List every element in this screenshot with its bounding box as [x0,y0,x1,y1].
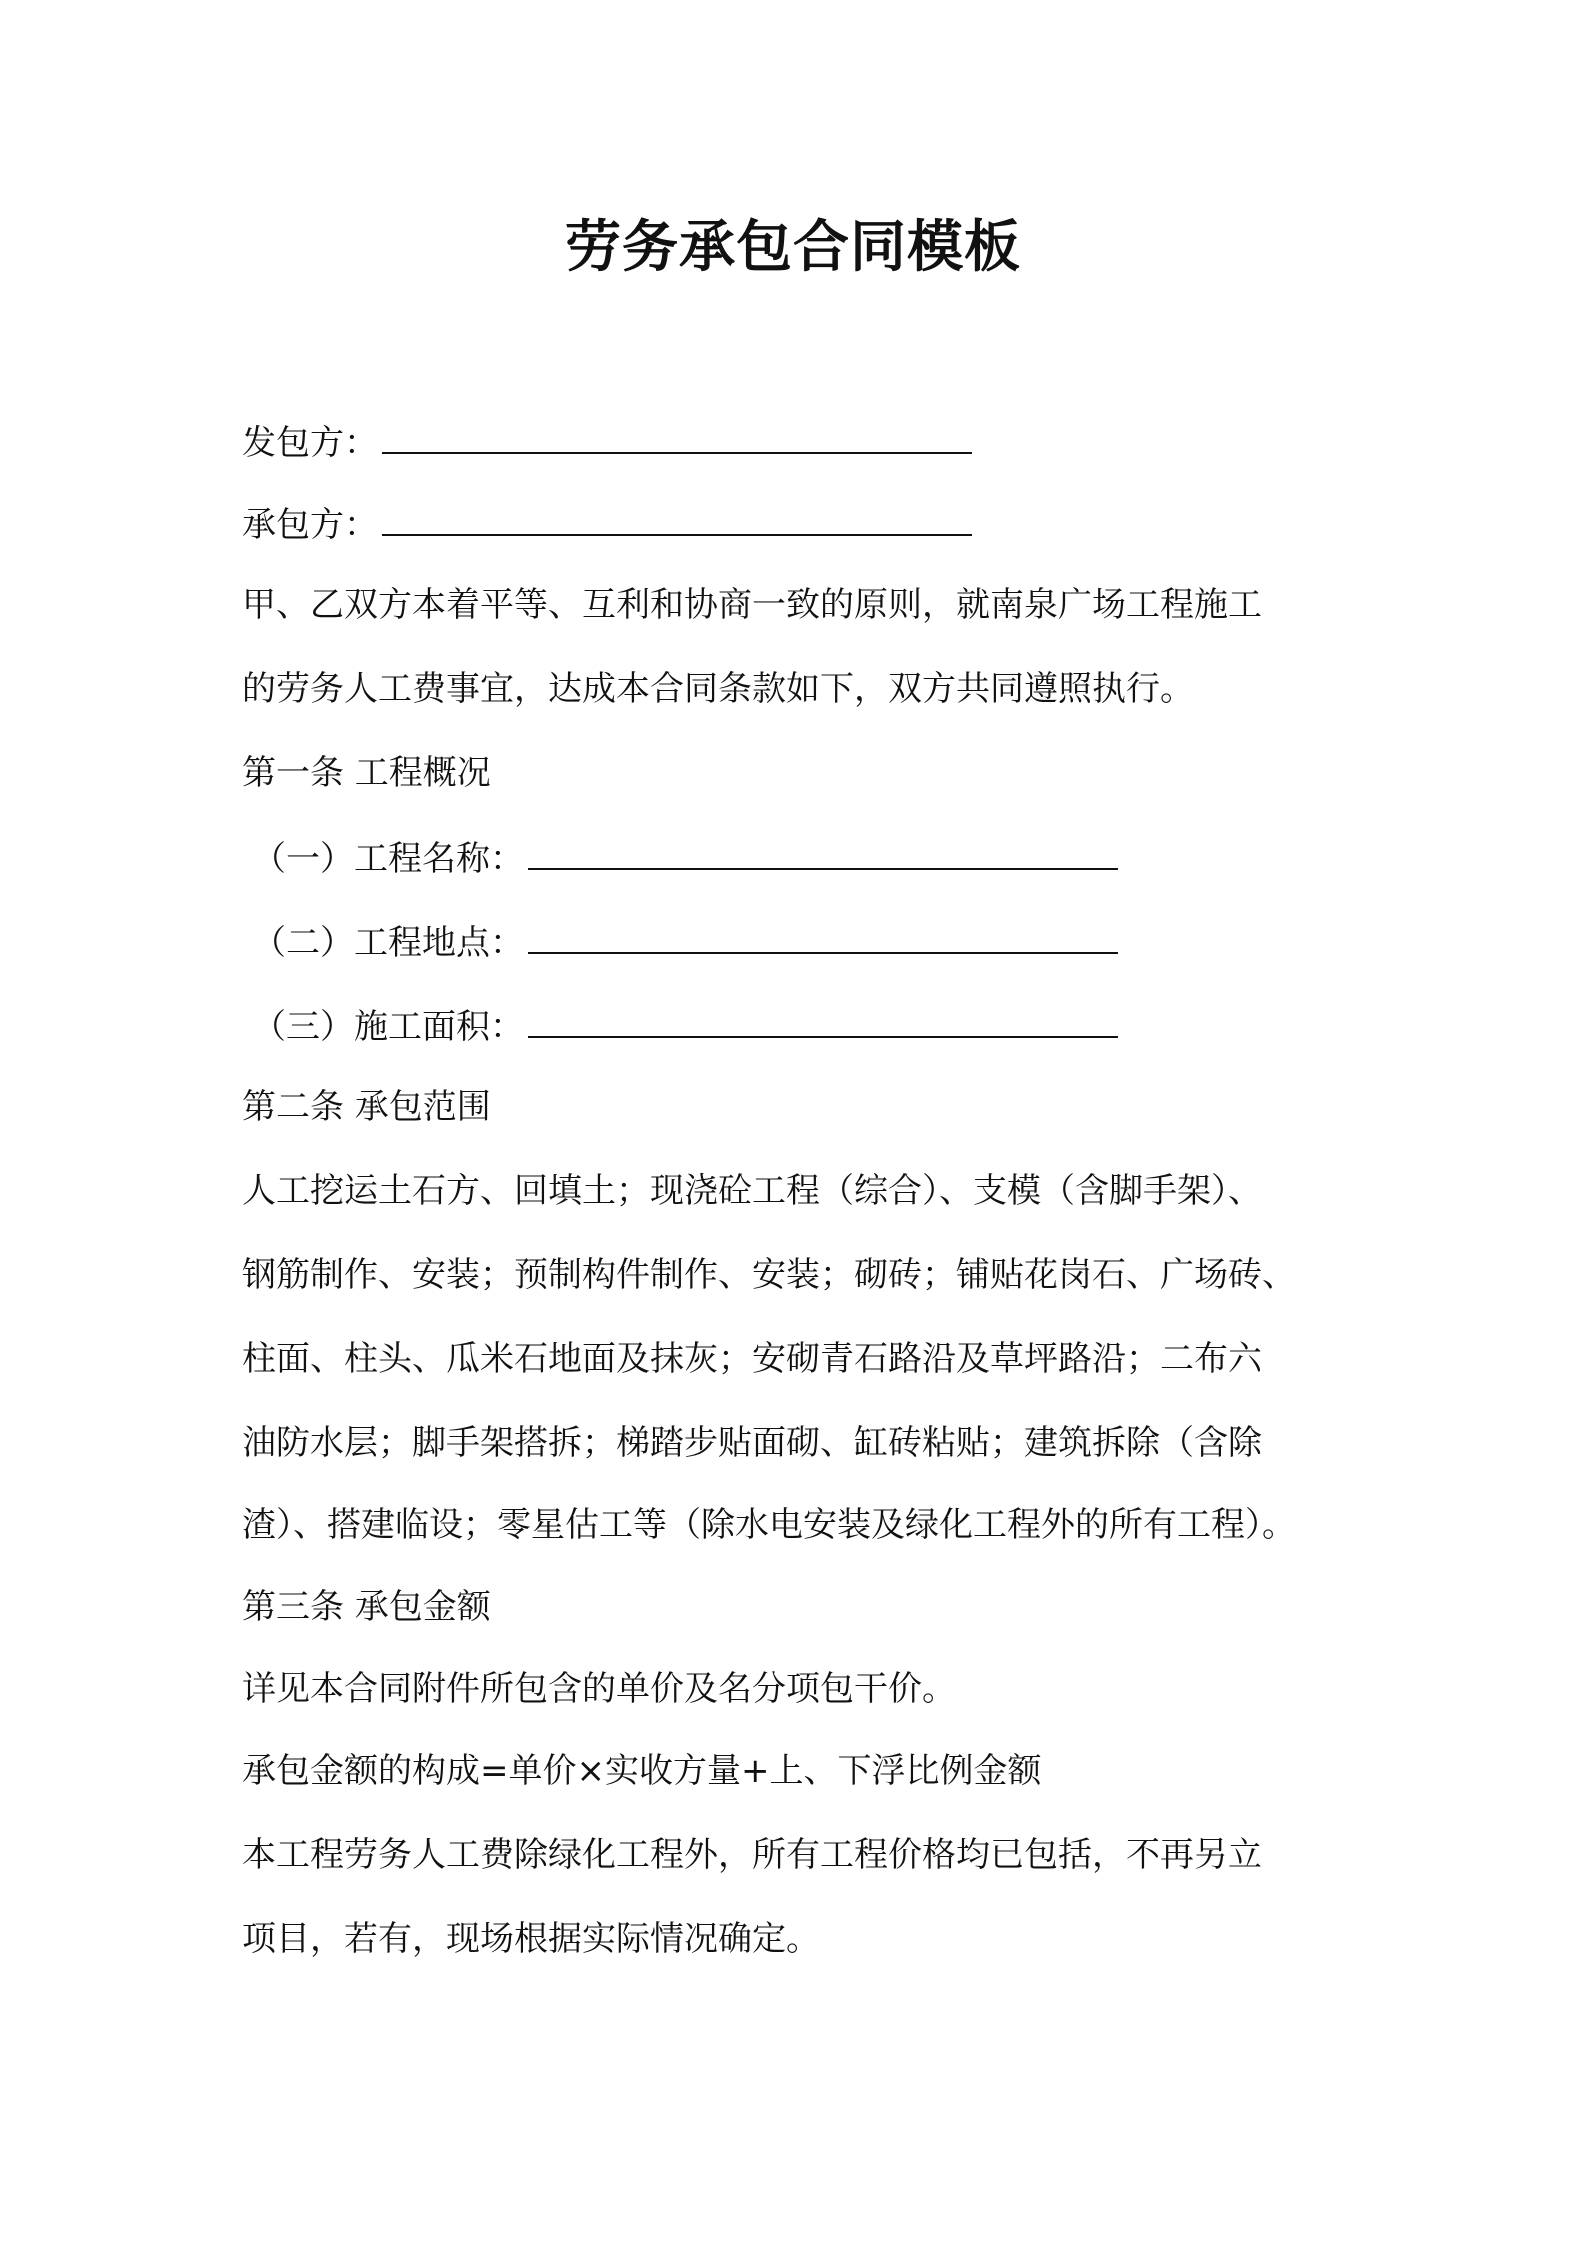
project-location-label: （二）工程地点： [252,923,524,963]
article2-heading: 第二条 承包范围 [242,1087,491,1127]
article3-heading: 第三条 承包金额 [242,1587,491,1627]
scope-line-4: 油防水层；脚手架搭拆；梯踏步贴面砌、缸砖粘贴；建筑拆除（含除 [242,1423,1262,1463]
scope-line-5: 渣）、搭建临设；零星估工等（除水电安装及绿化工程外的所有工程）。 [242,1505,1296,1545]
document-title: 劳务承包合同模板 [565,215,1021,280]
project-location-line [252,918,1372,968]
project-location-blank[interactable] [528,922,1118,954]
construction-area-label: （三）施工面积： [252,1007,524,1047]
project-name-line [252,834,1372,884]
construction-area-line [252,1002,1372,1052]
article1-heading: 第一条 工程概况 [242,753,491,793]
project-name-blank[interactable] [528,838,1118,870]
scope-line-1: 人工挖运土石方、回填土；现浇砼工程（综合）、支模（含脚手架）、 [242,1171,1262,1211]
amount-line-4: 项目，若有，现场根据实际情况确定。 [242,1919,820,1959]
scope-line-2: 钢筋制作、安装；预制构件制作、安装；砌砖；铺贴花岗石、广场砖、 [242,1255,1296,1295]
amount-line-3: 本工程劳务人工费除绿化工程外，所有工程价格均已包括，不再另立 [242,1835,1262,1875]
employer-line [242,418,1362,468]
amount-line-2: 承包金额的构成=单价×实收方量+上、下浮比例金额 [242,1751,1042,1791]
intro-line-1: 甲、乙双方本着平等、互利和协商一致的原则，就南泉广场工程施工 [242,585,1262,625]
contractor-line [242,500,1362,550]
employer-blank[interactable] [382,422,972,454]
project-name-label: （一）工程名称： [252,839,524,879]
employer-label: 发包方： [242,423,378,463]
scope-line-3: 柱面、柱头、瓜米石地面及抹灰；安砌青石路沿及草坪路沿；二布六 [242,1339,1262,1379]
contractor-label: 承包方： [242,505,378,545]
construction-area-blank[interactable] [528,1006,1118,1038]
contractor-blank[interactable] [382,504,972,536]
amount-line-1: 详见本合同附件所包含的单价及名分项包干价。 [242,1669,956,1709]
intro-line-2: 的劳务人工费事宜，达成本合同条款如下，双方共同遵照执行。 [242,669,1194,709]
